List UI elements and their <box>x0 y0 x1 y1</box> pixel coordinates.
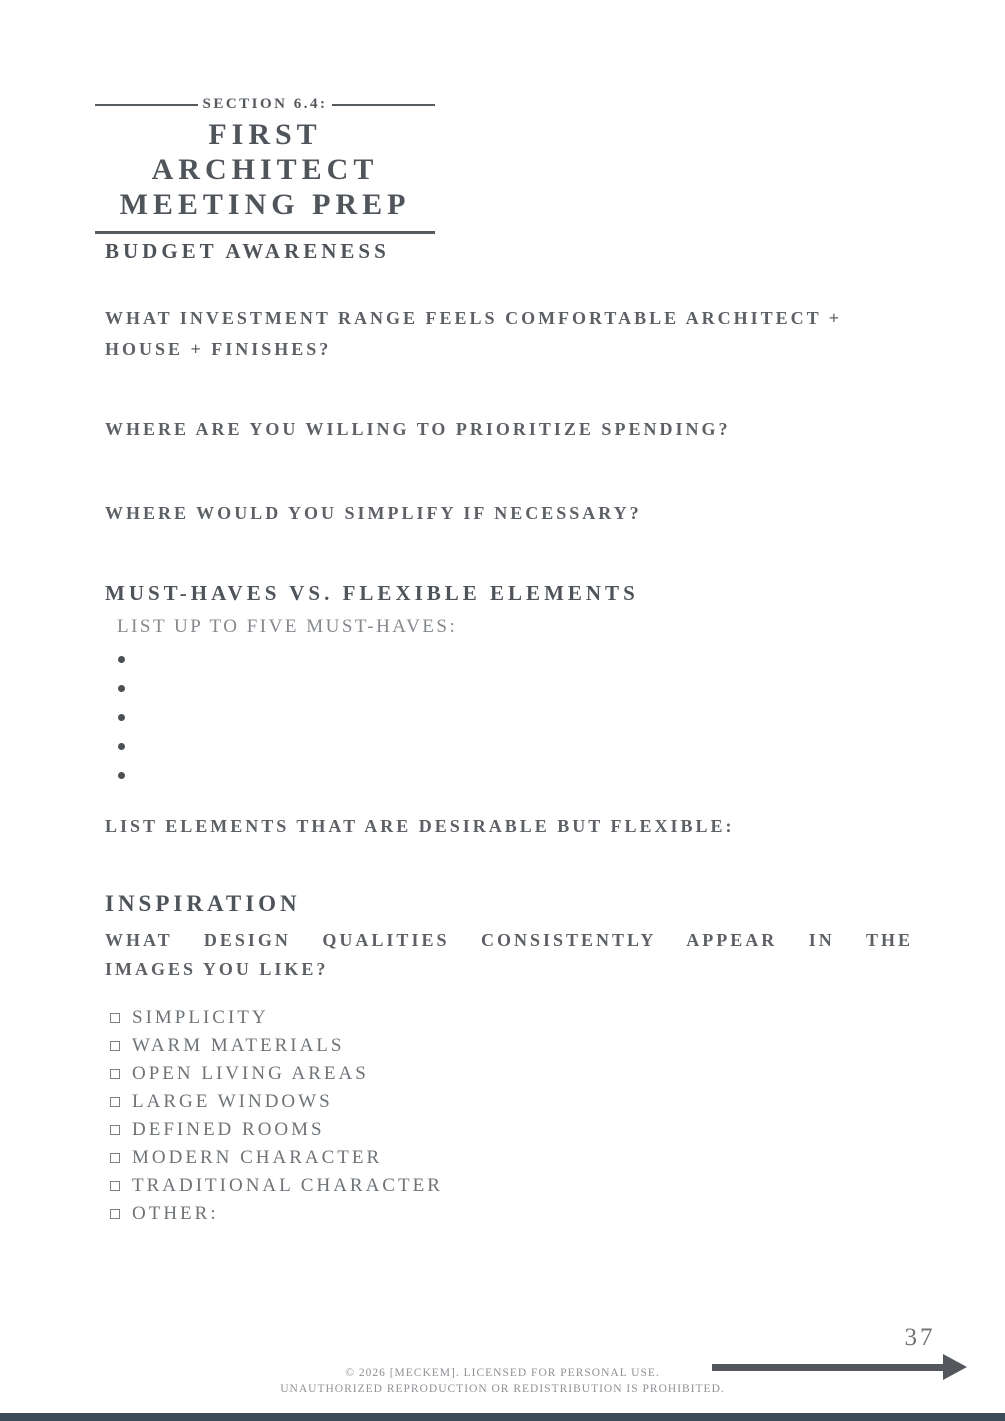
inspiration-question-line1: WHAT DESIGN QUALITIES CONSISTENTLY APPEAR IN THE <box>105 930 913 950</box>
checkbox-icon[interactable] <box>110 1097 120 1107</box>
checkbox-label: SIMPLICITY <box>132 1007 269 1028</box>
bullet-dot-icon <box>118 685 125 692</box>
page-title-line2: MEETING PREP <box>119 188 411 221</box>
bullet-item[interactable] <box>118 674 125 703</box>
checkbox-icon[interactable] <box>110 1041 120 1051</box>
bottom-accent-bar <box>0 1413 1005 1421</box>
budget-question-1-line1: WHAT INVESTMENT RANGE FEELS COMFORTABLE ARCHITECT + <box>105 308 843 328</box>
bullet-dot-icon <box>118 714 125 721</box>
checkbox-icon[interactable] <box>110 1013 120 1023</box>
checkbox-item[interactable] <box>110 1172 443 1200</box>
must-haves-bullet-list <box>118 645 125 790</box>
flexible-elements-prompt: LIST ELEMENTS THAT ARE DESIRABLE BUT FLEXIBLE: <box>105 816 735 836</box>
budget-question-1-line2: HOUSE + FINISHES? <box>105 339 332 359</box>
inspiration-heading: INSPIRATION <box>105 891 301 916</box>
budget-question-1 <box>105 303 913 365</box>
checkbox-item[interactable] <box>110 1032 443 1060</box>
checkbox-icon[interactable] <box>110 1153 120 1163</box>
checkbox-item[interactable] <box>110 1060 443 1088</box>
checkbox-icon[interactable] <box>110 1209 120 1219</box>
bullet-dot-icon <box>118 656 125 663</box>
bullet-item[interactable] <box>118 645 125 674</box>
inspiration-question-line2: IMAGES YOU LIKE? <box>105 959 329 979</box>
checkbox-item[interactable] <box>110 1088 443 1116</box>
page-title <box>95 117 435 222</box>
checkbox-item[interactable] <box>110 1004 443 1032</box>
checkbox-label: DEFINED ROOMS <box>132 1119 325 1140</box>
checkbox-icon[interactable] <box>110 1069 120 1079</box>
checkbox-item[interactable] <box>110 1116 443 1144</box>
budget-question-3: WHERE WOULD YOU SIMPLIFY IF NECESSARY? <box>105 503 642 523</box>
page-header <box>95 96 435 234</box>
bullet-item[interactable] <box>118 761 125 790</box>
must-haves-subheading: LIST UP TO FIVE MUST-HAVES: <box>117 616 458 637</box>
section-label-row <box>95 96 435 113</box>
inspiration-question <box>105 926 913 984</box>
checkbox-label: OPEN LIVING AREAS <box>132 1063 369 1084</box>
checkbox-item[interactable] <box>110 1144 443 1172</box>
checkbox-label: MODERN CHARACTER <box>132 1147 383 1168</box>
budget-awareness-heading: BUDGET AWARENESS <box>105 239 390 263</box>
copyright-footer <box>0 1366 1005 1397</box>
checkbox-icon[interactable] <box>110 1125 120 1135</box>
bullet-item[interactable] <box>118 732 125 761</box>
checkbox-item[interactable] <box>110 1200 443 1228</box>
checkbox-label: LARGE WINDOWS <box>132 1091 333 1112</box>
copyright-line1: © 2026 [MECKEM]. LICENSED FOR PERSONAL USE. <box>345 1367 660 1379</box>
checkbox-icon[interactable] <box>110 1181 120 1191</box>
bullet-item[interactable] <box>118 703 125 732</box>
bullet-dot-icon <box>118 772 125 779</box>
section-rule-right <box>332 104 435 106</box>
checkbox-label: OTHER: <box>132 1203 219 1224</box>
section-label: SECTION 6.4: <box>202 96 328 112</box>
title-underline <box>95 231 435 234</box>
checkbox-label: WARM MATERIALS <box>132 1035 345 1056</box>
budget-question-2: WHERE ARE YOU WILLING TO PRIORITIZE SPENDING? <box>105 419 731 439</box>
must-haves-heading: MUST-HAVES VS. FLEXIBLE ELEMENTS <box>105 581 639 605</box>
page-number: 37 <box>904 1324 936 1351</box>
bullet-dot-icon <box>118 743 125 750</box>
section-rule-left <box>95 104 198 106</box>
copyright-line2: UNAUTHORIZED REPRODUCTION OR REDISTRIBUTION IS PROHIBITED. <box>280 1382 725 1395</box>
page-title-line1: FIRST ARCHITECT <box>151 118 379 186</box>
checkbox-label: TRADITIONAL CHARACTER <box>132 1175 443 1196</box>
inspiration-checkbox-list <box>110 1004 443 1228</box>
